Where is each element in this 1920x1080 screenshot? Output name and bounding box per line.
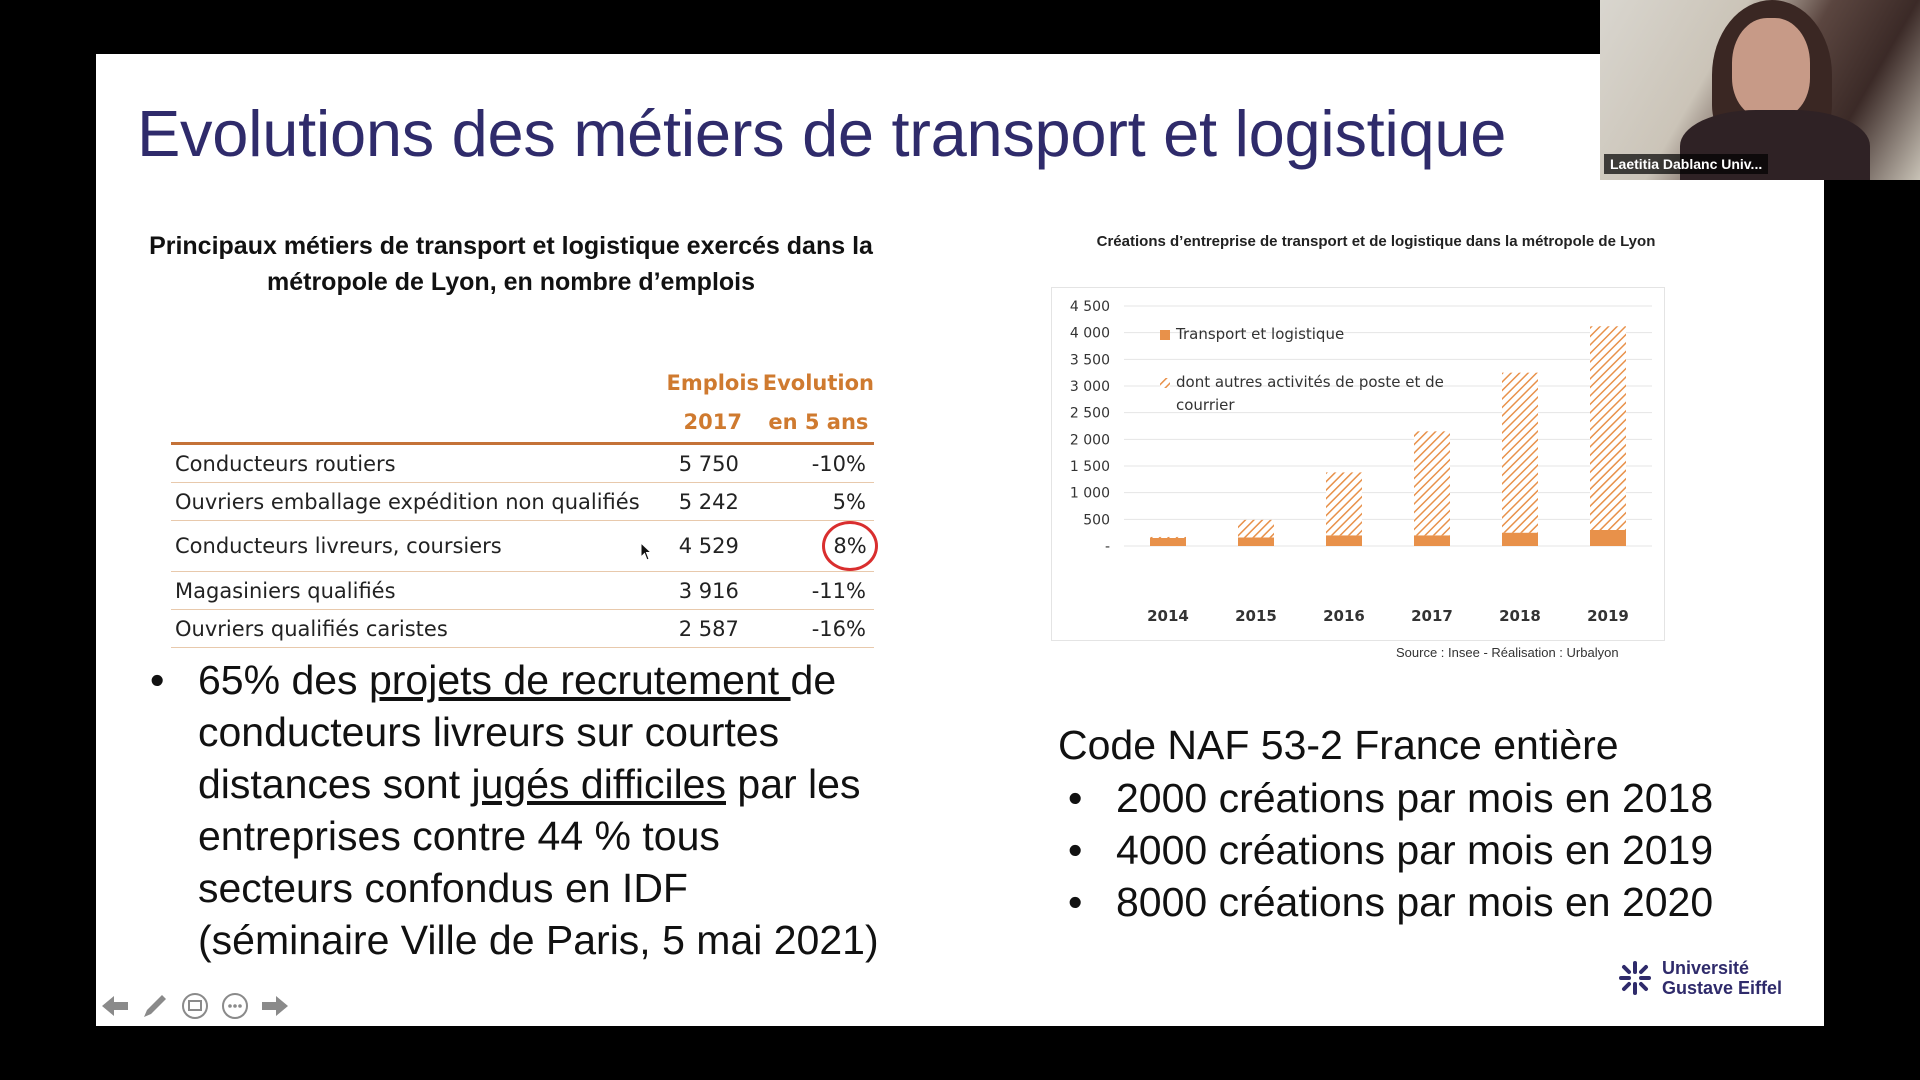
row-label: Conducteurs routiers	[171, 444, 663, 483]
col-emplois-line1: Emplois	[666, 371, 760, 395]
col-evolution	[763, 364, 874, 444]
row-emplois: 4 529	[663, 521, 763, 572]
bar-transport-2016	[1326, 535, 1362, 546]
col-emplois	[663, 364, 763, 444]
chart-source: Source : Insee - Réalisation : Urbalyon	[1396, 645, 1619, 660]
x-tick-label: 2015	[1235, 607, 1277, 625]
previous-slide-button[interactable]	[100, 991, 130, 1021]
bar-transport-2017	[1414, 535, 1450, 546]
legend-hatch-line1: dont autres activités de poste et de	[1176, 373, 1444, 391]
slideshow-nav	[100, 991, 290, 1021]
right-bullet: • 2000 créations par mois en 2018	[1058, 772, 1778, 824]
header-spacer	[171, 364, 663, 444]
row-label: Conducteurs livreurs, coursiers	[171, 521, 663, 572]
right-bullet: • 8000 créations par mois en 2020	[1058, 876, 1778, 928]
col-emplois-line2: 2017	[683, 410, 742, 434]
more-options-button[interactable]	[220, 991, 250, 1021]
participant-name: Laetitia Dablanc Univ...	[1604, 154, 1768, 174]
y-tick-label: 3 500	[1069, 352, 1110, 369]
table-row	[171, 483, 874, 521]
y-tick-label: 1 500	[1069, 459, 1110, 475]
row-emplois: 5 242	[663, 483, 763, 521]
right-bullet: • 4000 créations par mois en 2019	[1058, 824, 1778, 876]
y-tick-label: 4 500	[1069, 299, 1110, 315]
bar-poste-courrier-2017	[1414, 431, 1450, 535]
chart-container	[1051, 287, 1665, 641]
university-logo	[1616, 958, 1782, 998]
col-evolution-line2: en 5 ans	[768, 410, 869, 434]
bar-poste-courrier-2016	[1326, 472, 1362, 535]
bar-poste-courrier-2019	[1590, 326, 1626, 530]
table-row	[171, 521, 874, 572]
bar-poste-courrier-2014	[1150, 537, 1186, 538]
y-tick-label: 4 000	[1069, 325, 1110, 342]
slides-icon	[180, 991, 210, 1021]
participant-face	[1732, 18, 1810, 118]
chart-title: Créations d’entreprise de transport et de logistique dans la métropole de Lyon	[1096, 233, 1656, 250]
table-row	[171, 610, 874, 648]
logo-line1: Université	[1662, 958, 1750, 978]
right-bullet-list	[1058, 772, 1778, 928]
y-tick-label: 1 000	[1069, 485, 1110, 502]
x-tick-label: 2018	[1499, 607, 1541, 625]
slide-title: Evolutions des métiers de transport et logistique	[137, 97, 1507, 170]
slide-view-button[interactable]	[180, 991, 210, 1021]
bullet-text-3: par les entreprises contre 44 % tous secteurs confondus en IDF (séminaire Ville de Paris, 5 mai 2021)	[198, 761, 879, 963]
pen-icon	[140, 991, 170, 1021]
underlined-recrutement: projets de recrutement	[368, 657, 791, 703]
col-evolution-line1: Evolution	[762, 371, 874, 395]
row-evolution: 5%	[763, 483, 874, 521]
presentation-slide	[96, 54, 1824, 1026]
y-tick-label: -	[1104, 539, 1110, 555]
row-label: Ouvriers qualifiés caristes	[171, 610, 663, 648]
legend-hatch-swatch	[1160, 378, 1170, 388]
left-bullet-list	[140, 654, 880, 966]
next-slide-button[interactable]	[260, 991, 290, 1021]
logo-star-icon	[1616, 959, 1654, 997]
row-evolution: -16%	[763, 610, 874, 648]
bar-transport-2018	[1502, 533, 1538, 546]
legend-hatch-line2: courrier	[1176, 396, 1235, 414]
row-evolution: -11%	[763, 572, 874, 610]
bullet-text-1: 65% des	[198, 657, 369, 703]
table-title: Principaux métiers de transport et logistique exercés dans la métropole de Lyon, en nombre d’emplois	[149, 232, 873, 296]
arrow-right-icon	[260, 991, 290, 1021]
logo-text	[1662, 958, 1782, 998]
table-row	[171, 444, 874, 483]
webcam-thumbnail[interactable]	[1600, 0, 1920, 180]
bullet-text-2: de conducteurs livreurs sur courtes distances sont	[198, 657, 837, 807]
highlight-circle: 8%	[822, 521, 878, 571]
x-tick-label: 2017	[1411, 607, 1453, 625]
row-label: Magasiniers qualifiés	[171, 572, 663, 610]
logo-line2: Gustave Eiffel	[1662, 978, 1783, 998]
row-evolution	[763, 521, 874, 572]
row-emplois: 5 750	[663, 444, 763, 483]
bar-poste-courrier-2015	[1238, 520, 1274, 538]
x-tick-label: 2019	[1587, 607, 1629, 625]
naf-code-title: Code NAF 53-2 France entière	[1058, 722, 1619, 768]
legend-solid-swatch	[1160, 330, 1170, 340]
bar-transport-2019	[1590, 530, 1626, 546]
y-tick-label: 2 000	[1069, 432, 1110, 449]
x-tick-label: 2016	[1323, 607, 1365, 625]
legend-solid-label: Transport et logistique	[1176, 325, 1345, 343]
bar-transport-2015	[1238, 537, 1274, 546]
y-tick-label: 3 000	[1069, 379, 1110, 395]
legend-hatch-label	[1176, 373, 1449, 414]
row-emplois: 2 587	[663, 610, 763, 648]
row-emplois: 3 916	[663, 572, 763, 610]
bar-transport-2014	[1150, 538, 1186, 546]
x-tick-label: 2014	[1147, 607, 1189, 625]
mouse-cursor-icon	[640, 542, 654, 562]
row-evolution: -10%	[763, 444, 874, 483]
y-tick-label: 500	[1083, 512, 1110, 529]
underlined-difficiles: jugés difficiles	[471, 761, 726, 807]
table-row	[171, 572, 874, 610]
arrow-left-icon	[100, 991, 130, 1021]
row-label: Ouvriers emballage expédition non qualifiés	[171, 483, 663, 521]
y-tick-label: 2 500	[1069, 405, 1110, 422]
bar-poste-courrier-2018	[1502, 373, 1538, 533]
jobs-table	[171, 364, 874, 648]
bar-chart	[1052, 288, 1664, 640]
left-bullet	[140, 654, 880, 966]
more-icon	[220, 991, 250, 1021]
pen-tool-button[interactable]	[140, 991, 170, 1021]
